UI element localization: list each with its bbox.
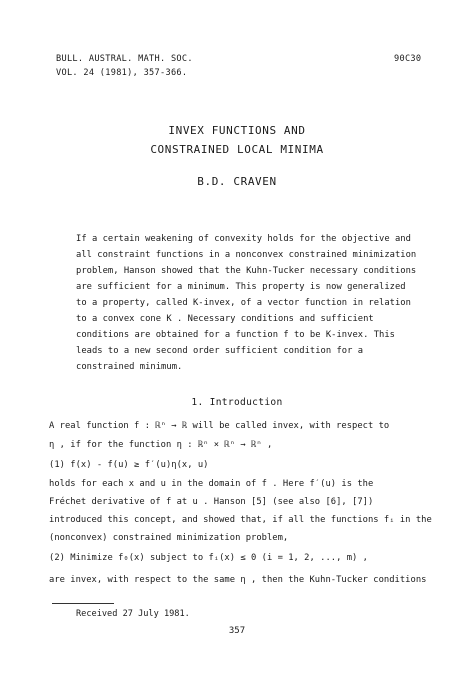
paper-title-line2: CONSTRAINED LOCAL MINIMA (150, 143, 324, 156)
author-name: B.D. CRAVEN (197, 175, 277, 188)
journal-citation-line1: BULL. AUSTRAL. MATH. SOC. (56, 54, 193, 64)
body-line: (nonconvex) constrained minimization problem, (49, 533, 289, 543)
section-heading: 1. Introduction (191, 397, 283, 408)
journal-citation-line2: VOL. 24 (1981), 357-366. (56, 68, 188, 78)
abstract-line: If a certain weakening of convexity holds for the objective and (76, 234, 411, 244)
body-line: A real function f : ℝⁿ → ℝ will be called invex, with respect to (49, 421, 390, 431)
abstract-line: leads to a new second order sufficient condition for a (76, 346, 364, 356)
abstract-line: all constraint functions in a nonconvex constrained minimization (76, 250, 417, 260)
page-number: 357 (228, 626, 246, 636)
equation-2: (2) Minimize f₀(x) subject to fᵢ(x) ≤ 0 (i = 1, 2, ..., m) , (49, 553, 368, 563)
received-date-footnote: Received 27 July 1981. (76, 609, 190, 619)
footnote-rule (52, 603, 114, 604)
body-line: η , if for the function η : ℝⁿ × ℝⁿ → ℝⁿ , (49, 440, 273, 450)
classification-code: 90C30 (394, 54, 422, 64)
abstract-line: constrained minimum. (76, 362, 183, 372)
abstract-line: are sufficient for a minimum. This property is now generalized (76, 282, 406, 292)
body-line: introduced this concept, and showed that, if all the functions fᵢ in the (49, 515, 432, 525)
body-line: Fréchet derivative of f at u . Hanson [5] (see also [6], [7]) (49, 497, 374, 507)
abstract-line: conditions are obtained for a function f to be K-invex. This (76, 330, 395, 340)
abstract-line: to a convex cone K . Necessary conditions and sufficient (76, 314, 374, 324)
body-line: are invex, with respect to the same η , then the Kuhn-Tucker conditions (49, 575, 427, 585)
abstract-line: problem, Hanson showed that the Kuhn-Tucker necessary conditions (76, 266, 417, 276)
equation-1: (1) f(x) - f(u) ≥ f′(u)η(x, u) (49, 460, 209, 470)
body-line: holds for each x and u in the domain of f . Here f′(u) is the (49, 479, 374, 489)
abstract-line: to a property, called K-invex, of a vector function in relation (76, 298, 411, 308)
paper-title-line1: INVEX FUNCTIONS AND (168, 124, 306, 137)
